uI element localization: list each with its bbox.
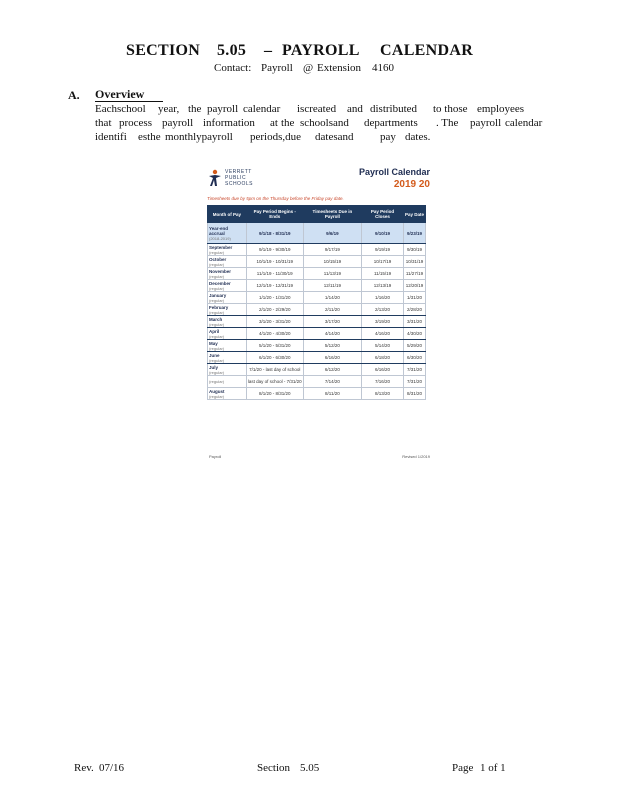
table-header-row xyxy=(208,206,426,223)
period-cell: 12/1/19 - 12/31/19 xyxy=(246,280,303,292)
month-cell xyxy=(208,292,247,304)
due-cell: 2/11/20 xyxy=(303,304,361,316)
period-cell: 1/1/20 - 1/31/20 xyxy=(246,292,303,304)
month-name: September xyxy=(209,244,233,250)
month-subtitle: (regular) xyxy=(209,273,225,279)
month-name: December xyxy=(209,280,231,286)
word: the xyxy=(188,103,202,115)
table-row xyxy=(208,388,426,400)
footer-section-number: 5.05 xyxy=(300,762,320,774)
column-header: Month of Pay xyxy=(208,206,247,223)
month-cell xyxy=(208,244,247,256)
closes-cell: 2/13/20 xyxy=(362,304,404,316)
closes-cell: 9/19/19 xyxy=(362,244,404,256)
closes-cell: 6/18/20 xyxy=(362,352,404,364)
month-name: July xyxy=(209,364,219,370)
period-cell: last day of school - 7/31/20 xyxy=(246,376,303,388)
calendar-footer-right: Revised 1/2019 xyxy=(402,454,430,459)
due-cell: 11/13/19 xyxy=(303,268,361,280)
due-cell: 6/12/20 xyxy=(303,364,361,376)
table-row xyxy=(208,340,426,352)
word: calendar xyxy=(505,117,543,129)
period-cell: 2/1/20 - 2/29/20 xyxy=(246,304,303,316)
footer-page-label: Page xyxy=(452,762,474,774)
month-name: March xyxy=(209,316,223,322)
pay-cell: 8/31/20 xyxy=(403,388,425,400)
pay-cell: 12/20/19 xyxy=(403,280,425,292)
heading-dash: – xyxy=(264,42,273,59)
due-cell: 9/6/19 xyxy=(303,223,361,244)
closes-cell: 10/17/19 xyxy=(362,256,404,268)
word: process xyxy=(119,117,152,129)
month-name: June xyxy=(209,352,220,358)
word: to those xyxy=(433,103,468,115)
table-row xyxy=(208,364,426,376)
heading-section-word: SECTION xyxy=(126,42,201,59)
pay-cell: 9/30/19 xyxy=(403,244,425,256)
due-cell: 1/14/20 xyxy=(303,292,361,304)
month-subtitle: (2018-2019) xyxy=(209,235,231,241)
word: payroll xyxy=(470,117,502,129)
month-subtitle: (regular) xyxy=(209,321,225,327)
school-logo-text xyxy=(225,169,253,187)
footer-page-of: 1 of 1 xyxy=(480,762,506,774)
pay-cell: 11/27/19 xyxy=(403,268,425,280)
period-cell: 6/1/20 - 6/30/20 xyxy=(246,352,303,364)
due-cell: 3/17/20 xyxy=(303,316,361,328)
word: pay xyxy=(380,131,396,143)
closes-cell: 11/15/19 xyxy=(362,268,404,280)
pay-cell: 5/29/20 xyxy=(403,340,425,352)
month-name: January xyxy=(209,292,227,298)
due-cell: 10/15/19 xyxy=(303,256,361,268)
heading-title-calendar: CALENDAR xyxy=(380,42,474,59)
word: at xyxy=(270,117,278,129)
word: year, xyxy=(158,103,180,115)
closes-cell: 1/16/20 xyxy=(362,292,404,304)
period-cell: 8/1/20 - 8/31/20 xyxy=(246,388,303,400)
table-row xyxy=(208,280,426,292)
school-logo-icon xyxy=(208,169,222,187)
closes-cell: 9/10/19 xyxy=(362,223,404,244)
column-header: Pay Period Closes xyxy=(362,206,404,223)
pay-cell: 1/31/20 xyxy=(403,292,425,304)
pay-cell: 7/31/20 xyxy=(403,376,425,388)
table-row xyxy=(208,256,426,268)
word: departments xyxy=(364,117,418,129)
word: employees xyxy=(477,103,525,115)
period-cell: 5/1/20 - 5/31/20 xyxy=(246,340,303,352)
pay-cell: 6/30/20 xyxy=(403,352,425,364)
month-subtitle: (regular) xyxy=(209,393,225,399)
word: Eachschool xyxy=(95,103,146,115)
calendar-note: Timesheets due by 5pm on the Thursday before the Friday pay date. xyxy=(207,196,344,201)
logo-line: SCHOOLS xyxy=(225,181,253,187)
payroll-calendar-image xyxy=(205,163,432,461)
contact-at: @ xyxy=(303,62,314,74)
heading-section-number: 5.05 xyxy=(217,42,247,59)
month-cell xyxy=(208,256,247,268)
word: monthlypayroll xyxy=(165,131,233,143)
word: identifi xyxy=(95,131,127,143)
period-cell: 10/1/19 - 10/31/19 xyxy=(246,256,303,268)
section-title-overview: Overview xyxy=(95,88,163,102)
month-subtitle: (regular) xyxy=(209,261,225,267)
month-cell xyxy=(208,340,247,352)
month-name: October xyxy=(209,256,227,262)
calendar-title: Payroll Calendar xyxy=(358,167,430,177)
month-cell xyxy=(208,328,247,340)
month-name: August xyxy=(209,388,225,394)
word: periods,due xyxy=(250,131,302,143)
calendar-year: 2019 20 xyxy=(393,179,430,190)
column-header: Timesheets Due in Payroll xyxy=(303,206,361,223)
closes-cell: 6/16/20 xyxy=(362,364,404,376)
word: iscreated xyxy=(297,103,337,115)
contact-ext-label: Extension xyxy=(317,62,361,74)
period-cell: 3/1/20 - 3/31/20 xyxy=(246,316,303,328)
table-row xyxy=(208,244,426,256)
footer-rev-date: 07/16 xyxy=(99,762,125,774)
closes-cell: 12/13/19 xyxy=(362,280,404,292)
column-header: Pay Date xyxy=(403,206,425,223)
word: distributed xyxy=(370,103,418,115)
month-name: Year-end accrual xyxy=(209,225,229,236)
footer-rev-label: Rev. xyxy=(74,762,94,774)
month-cell xyxy=(208,268,247,280)
month-cell xyxy=(208,316,247,328)
column-header: Pay Period Begins - Ends xyxy=(246,206,303,223)
word: payroll xyxy=(207,103,239,115)
due-cell: 9/17/19 xyxy=(303,244,361,256)
payroll-calendar-table xyxy=(207,205,426,400)
month-cell xyxy=(208,223,247,244)
calendar-table-body xyxy=(208,223,426,400)
table-row xyxy=(208,328,426,340)
table-row xyxy=(208,316,426,328)
closes-cell: 8/13/20 xyxy=(362,388,404,400)
closes-cell: 5/14/20 xyxy=(362,340,404,352)
month-cell xyxy=(208,280,247,292)
month-name: May xyxy=(209,340,218,346)
period-cell: 11/1/19 - 11/30/19 xyxy=(246,268,303,280)
word: datesand xyxy=(315,131,354,143)
table-row xyxy=(208,376,426,388)
period-cell: 4/1/20 - 4/30/20 xyxy=(246,328,303,340)
due-cell: 8/11/20 xyxy=(303,388,361,400)
month-cell xyxy=(208,388,247,400)
closes-cell: 3/19/20 xyxy=(362,316,404,328)
logo-line: PUBLIC xyxy=(225,175,247,181)
heading-title-payroll: PAYROLL xyxy=(282,42,360,59)
contact-ext-number: 4160 xyxy=(372,62,394,74)
month-subtitle: (regular) xyxy=(209,369,225,375)
month-subtitle: (regular) xyxy=(209,309,225,315)
due-cell: 5/12/20 xyxy=(303,340,361,352)
word: calendar xyxy=(243,103,281,115)
section-letter: A. xyxy=(68,88,80,102)
closes-cell: 4/16/20 xyxy=(362,328,404,340)
month-cell xyxy=(208,376,247,388)
word: esthe xyxy=(138,131,161,143)
word: and xyxy=(347,103,363,115)
word: payroll xyxy=(162,117,194,129)
table-row xyxy=(208,223,426,244)
pay-cell: 7/31/20 xyxy=(403,364,425,376)
word: that xyxy=(95,117,112,129)
month-name: February xyxy=(209,304,229,310)
word: schoolsand xyxy=(300,117,349,129)
month-subtitle: (regular) xyxy=(209,357,225,363)
calendar-footer-left: Payroll xyxy=(209,454,222,459)
contact-dept: Payroll xyxy=(261,62,293,74)
table-row xyxy=(208,292,426,304)
month-subtitle: (regular) xyxy=(209,297,225,303)
word: the xyxy=(281,117,295,129)
logo-line: VERRETT xyxy=(225,169,252,175)
word: . The xyxy=(436,117,459,129)
month-subtitle: (regular) xyxy=(209,285,225,291)
period-cell: 9/1/18 - 8/31/19 xyxy=(246,223,303,244)
pay-cell: 2/28/20 xyxy=(403,304,425,316)
due-cell: 4/14/20 xyxy=(303,328,361,340)
due-cell: 6/16/20 xyxy=(303,352,361,364)
month-name: April xyxy=(209,328,220,334)
month-subtitle: (regular) xyxy=(209,249,225,255)
period-cell: 9/1/19 - 9/30/19 xyxy=(246,244,303,256)
period-cell: 7/1/20 - last day of school xyxy=(246,364,303,376)
month-name: November xyxy=(209,268,232,274)
month-subtitle: (regular) xyxy=(209,345,225,351)
table-row xyxy=(208,268,426,280)
month-cell xyxy=(208,304,247,316)
table-row xyxy=(208,304,426,316)
pay-cell: 9/23/19 xyxy=(403,223,425,244)
pay-cell: 10/31/19 xyxy=(403,256,425,268)
pay-cell: 3/31/20 xyxy=(403,316,425,328)
word: dates. xyxy=(405,131,431,143)
month-cell xyxy=(208,364,247,376)
closes-cell: 7/16/20 xyxy=(362,376,404,388)
due-cell: 12/11/19 xyxy=(303,280,361,292)
month-subtitle: (regular) xyxy=(209,379,225,384)
footer-section-label: Section xyxy=(257,762,290,774)
contact-label: Contact: xyxy=(214,62,252,74)
table-row xyxy=(208,352,426,364)
section-heading xyxy=(0,42,618,62)
due-cell: 7/14/20 xyxy=(303,376,361,388)
word: information xyxy=(203,117,255,129)
month-subtitle: (regular) xyxy=(209,333,225,339)
month-cell xyxy=(208,352,247,364)
pay-cell: 4/30/20 xyxy=(403,328,425,340)
